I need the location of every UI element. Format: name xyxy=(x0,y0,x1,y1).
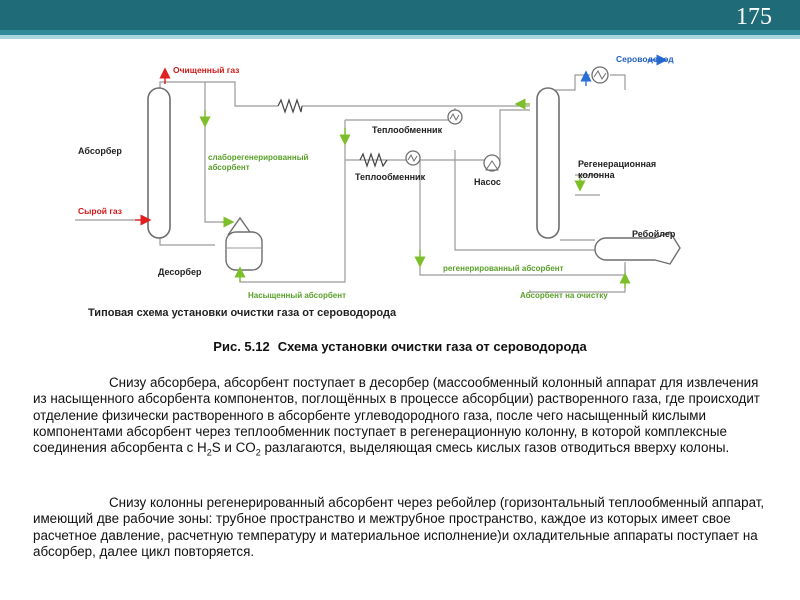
paragraph-reboiler xyxy=(33,495,773,560)
slide-header-bar xyxy=(0,0,800,30)
label-regenerated-absorbent: регенерированный абсорбент xyxy=(443,264,564,273)
label-h2s: Сероводород xyxy=(616,54,674,64)
slide-number: 175 xyxy=(736,4,772,30)
gas-treatment-diagram xyxy=(0,40,800,330)
label-semi-regenerated: слаборегенерированный xyxy=(208,153,309,162)
figure-caption-text: Схема установки очистки газа от сероводорода xyxy=(277,339,587,354)
cooler-icon xyxy=(592,67,608,83)
absorber-column xyxy=(148,88,170,238)
label-absorber: Абсорбер xyxy=(78,146,122,156)
diagram-title: Типовая схема установки очистки газа от сероводорода xyxy=(88,307,397,319)
label-clean-gas: Очищенный газ xyxy=(173,65,240,75)
label-desorber: Десорбер xyxy=(158,267,202,277)
label-absorbent-to-cleaning: Абсорбент на очистку xyxy=(520,291,608,300)
label-saturated-absorbent: Насыщенный абсорбент xyxy=(248,291,346,300)
heat-exchanger-icon xyxy=(448,110,462,124)
figure-caption xyxy=(0,339,800,354)
cooler-coil-icon xyxy=(278,100,302,112)
label-reboiler: Ребойлер xyxy=(632,229,676,239)
heat-exchanger-icon xyxy=(406,151,420,165)
label-regen-column-2: колонна xyxy=(578,170,615,180)
label-regen-column: Регенерационная xyxy=(578,159,657,169)
label-pump: Насос xyxy=(474,177,501,187)
paragraph-reboiler-text: Снизу колонны регенерированный абсорбент через ребойлер (горизонтальный теплообменный аппарат, имеющий две рабочие зоны: трубное пространство и межтрубное пространство, каждое из которых имеет свое расчетное давление, расчетную температуру и материальное исполнение)и охладительные аппараты поступает на абсорбер, далее цикл повторяется. xyxy=(33,495,765,559)
desorber-vessel xyxy=(226,218,262,270)
header-stripe-light xyxy=(0,35,800,39)
regeneration-column xyxy=(537,88,559,238)
paragraph-desorber: Снизу абсорбера, абсорбент поступает в десорбер (массообменный колонный аппарат для извлечения из насыщенного абсорбента компонентов, поглощённых в процессе абсорбции) растворенного газа, где происходит отделение физически растворенного в абсорбенте углеводородного газа, после чего насыщенный кислыми компонентами абсорбент через теплообменник поступает в регенерационную колонну, в которой комплексные соединения абсорбента с $H_2S$ и $CO_2$ разлагаются, выделяющая смесь кислых газов отводиться вверху колоны. xyxy=(33,375,760,458)
label-heat-exchanger-2: Теплообменник xyxy=(355,172,426,182)
label-raw-gas: Сырой газ xyxy=(78,206,122,216)
paragraph-desorber-text: Снизу абсорбера, абсорбент поступает в десорбер (массообменный колонный аппарат для извлечения из насыщенного абсорбента компонентов, поглощённых в процессе абсорбции) растворенного газа, где происходит отделение физически растворенного в абсорбенте углеводородного газа, после чего насыщенный кислыми компонентами абсорбент через теплообменник поступает в регенерационную колонну, в которой комплексные соединения абсорбента с H xyxy=(33,375,760,456)
pump-icon xyxy=(484,155,500,171)
label-heat-exchanger-1: Теплообменник xyxy=(372,125,443,135)
label-semi-regenerated-2: абсорбент xyxy=(208,163,250,172)
figure-number: Рис. 5.12 xyxy=(213,339,270,354)
